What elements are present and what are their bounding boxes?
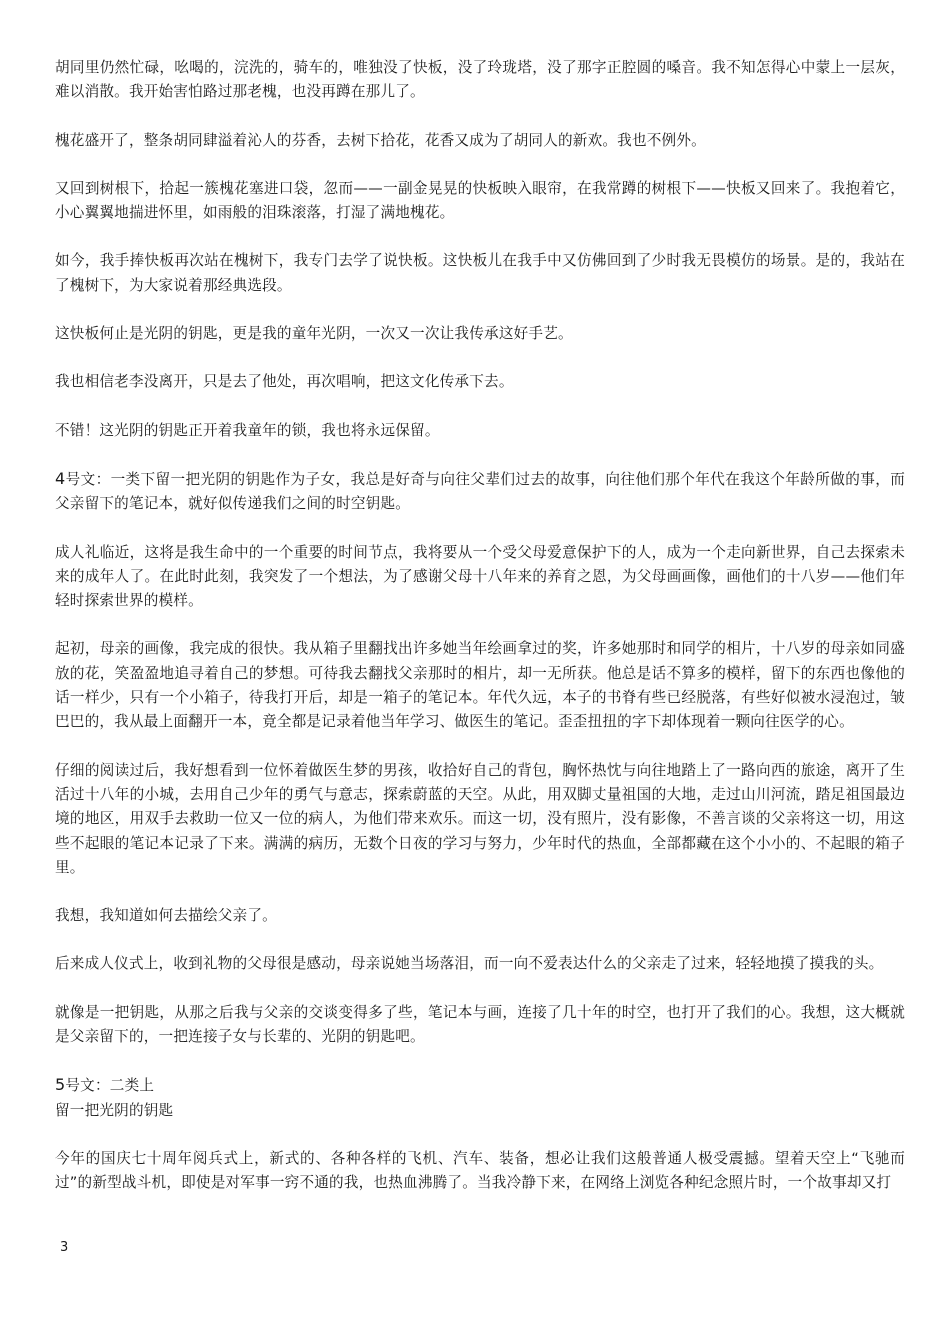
paragraph: 后来成人仪式上，收到礼物的父母很是感动，母亲说她当场落泪，而一向不爱表达什么的父亲走了过来，轻轻地摸了摸我的头。 xyxy=(55,955,884,973)
paragraph: 又回到树根下，拾起一簇槐花塞进口袋，忽而——一副金晃晃的快板映入眼帘，在我常蹲的树根下——快板又回来了。我抱着它，小心翼翼地揣进怀里，如雨般的泪珠滚落，打湿了满地槐花。 xyxy=(55,179,905,222)
paragraph: 就像是一把钥匙，从那之后我与父亲的交谈变得多了些，笔记本与画，连接了几十年的时空，也打开了我们的心。我想，这大概就是父亲留下的，一把连接子女与长辈的、光阴的钥匙吧。 xyxy=(55,1003,905,1046)
paragraph: 这快板何止是光阴的钥匙，更是我的童年光阴，一次又一次让我传承这好手艺。 xyxy=(55,325,573,343)
essay5-label xyxy=(55,1073,905,1098)
paragraph: 槐花盛开了，整条胡同肆溢着沁人的芬香，去树下拾花，花香又成为了胡同人的新欢。我也不例外。 xyxy=(55,131,706,149)
paragraph: 仔细的阅读过后，我好想看到一位怀着做医生梦的男孩，收拾好自己的背包，胸怀热忱与向往地踏上了一路向西的旅途，离开了生活过十八年的小城，去用自己少年的勇气与意志，探索蔚蓝的天空。从此，用双脚丈量祖国的大地，走过山川河流，踏足祖国最边境的地区，用双手去救助一位又一位的病人，为他们带来欢乐。而这一切，没有照片，没有影像，不善言谈的父亲将这一切，用这些不起眼的笔记本记录了下来。满满的病历，无数个日夜的学习与努力，少年时代的热血，全部都藏在这个小小的、不起眼的箱子里。 xyxy=(55,761,905,876)
page-number: 3 xyxy=(60,1240,69,1255)
essay5-label-text: 号文：二类上 xyxy=(65,1077,155,1095)
paragraph: 不错！这光阴的钥匙正开着我童年的锁，我也将永远保留。 xyxy=(55,421,440,439)
paragraph: 胡同里仍然忙碌，吆喝的，浣洗的，骑车的，唯独没了快板，没了玲珑塔，没了那字正腔圆的嗓音。我不知怎得心中蒙上一层灰，难以消散。我开始害怕路过那老槐，也没再蹲在那儿了。 xyxy=(55,59,905,101)
paragraph: 今年的国庆七十周年阅兵式上，新式的、各种各样的飞机、汽车、装备，想必让我们这般普通人极受震撼。望着天空上“飞驰而过”的新型战斗机，即使是对军事一窍不通的我，也热血沸腾了。当我冷静下来，在网络上浏览各种纪念照片时，一个故事却又打 xyxy=(55,1149,905,1192)
essay4-intro xyxy=(55,467,905,517)
paragraph: 我想，我知道如何去描绘父亲了。 xyxy=(55,907,277,925)
paragraph: 如今，我手捧快板再次站在槐树下，我专门去学了说快板。这快板儿在我手中又仿佛回到了少时我无畏模仿的场景。是的，我站在了槐树下，为大家说着那经典选段。 xyxy=(55,252,905,294)
paragraph: 成人礼临近，这将是我生命中的一个重要的时间节点，我将要从一个受父母爱意保护下的人，成为一个走向新世界，自己去探索未来的成年人了。在此时此刻，我突发了一个想法，为了感谢父母十八年来的养育之恩，为父母画画像，画他们的十八岁——他们年轻时探索世界的模样。 xyxy=(55,543,905,610)
essay5-number: 5 xyxy=(55,1075,66,1095)
paragraph: 起初，母亲的画像，我完成的很快。我从箱子里翻找出许多她当年绘画拿过的奖，许多她那时和同学的相片，十八岁的母亲如同盛放的花，笑盈盈地追寻着自己的梦想。可待我去翻找父亲那时的相片，却一无所获。他总是话不算多的模样，留下的东西也像他的话一样少，只有一个小箱子，待我打开后，却是一箱子的笔记本。年代久远，本子的书脊有些已经脱落，有些好似被水浸泡过，皱巴巴的，我从最上面翻开一本，竟全都是记录着他当年学习、做医生的笔记。歪歪扭扭的字下却体现着一颗向往医学的心。 xyxy=(55,640,905,731)
essay4-number: 4 xyxy=(55,468,66,488)
essay5-title: 留一把光阴的钥匙 xyxy=(55,1101,174,1119)
paragraph: 我也相信老李没离开，只是去了他处，再次唱响，把这文化传承下去。 xyxy=(55,373,514,391)
essay4-intro-text: 号文：一类下留一把光阴的钥匙作为子女，我总是好奇与向往父辈们过去的故事，向往他们那个年代在我这个年龄所做的事，而父亲留下的笔记本，就好似传递我们之间的时空钥匙。 xyxy=(55,470,905,513)
document-body xyxy=(55,56,905,1220)
